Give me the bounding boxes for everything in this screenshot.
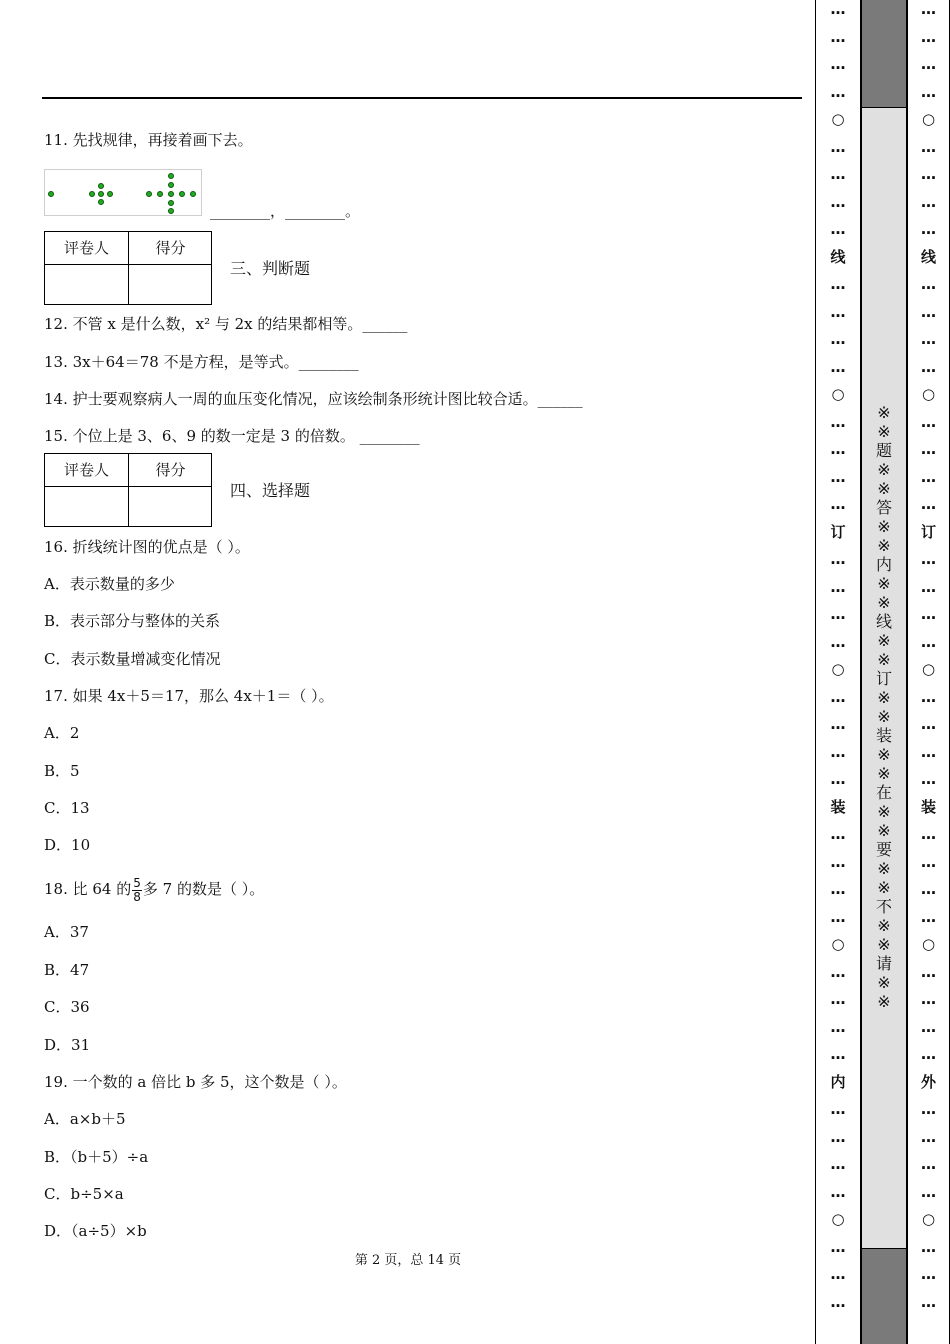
- warning-char: ※: [877, 878, 891, 897]
- warning-char: ※: [877, 764, 891, 783]
- binding-mark: …: [921, 1045, 936, 1063]
- binding-mark: ○: [921, 110, 936, 128]
- warning-char: ※: [877, 821, 891, 840]
- binding-mark: …: [830, 1155, 846, 1173]
- fraction-denominator: 8: [133, 889, 141, 904]
- binding-mark: ○: [921, 385, 936, 403]
- grader-header: 评卷人: [63, 461, 109, 479]
- question-17: 17. 如果 4x＋5＝17，那么 4x＋1＝（ ）。: [44, 687, 334, 705]
- option-17-c[interactable]: C．13: [44, 799, 90, 817]
- option-18-b[interactable]: B．47: [44, 961, 90, 979]
- binding-mark: …: [830, 880, 846, 898]
- binding-mark: …: [830, 220, 846, 238]
- warning-char: 装: [875, 726, 892, 745]
- binding-mark: …: [830, 825, 846, 843]
- warning-char: ※: [877, 688, 891, 707]
- pattern-dot: [168, 173, 174, 179]
- warning-char: ※: [877, 916, 891, 935]
- binding-mark: …: [830, 27, 846, 46]
- binding-mark: …: [921, 220, 936, 238]
- binding-strip-right: [907, 0, 950, 1344]
- option-17-d[interactable]: D．10: [44, 836, 91, 854]
- binding-mark: …: [921, 137, 936, 156]
- binding-mark: …: [921, 55, 936, 73]
- binding-mark: …: [830, 715, 846, 733]
- warning-char: ※: [877, 422, 891, 441]
- question-16: 16. 折线统计图的优点是（ ）。: [44, 538, 250, 556]
- binding-mark: …: [921, 715, 936, 733]
- binding-mark: …: [830, 1045, 846, 1063]
- binding-mark: …: [921, 742, 936, 761]
- warning-char: ※: [877, 802, 891, 821]
- binding-mark: …: [830, 1182, 846, 1201]
- binding-mark: …: [921, 550, 936, 568]
- pattern-dot: [89, 191, 95, 197]
- binding-mark: …: [830, 577, 846, 596]
- warning-char: ※: [877, 859, 891, 878]
- binding-mark: …: [921, 275, 936, 293]
- binding-mark: …: [921, 1017, 936, 1036]
- binding-mark: …: [921, 440, 936, 458]
- option-18-d[interactable]: D．31: [44, 1036, 91, 1054]
- binding-mark: 外: [920, 1072, 936, 1091]
- binding-mark: …: [921, 467, 936, 486]
- option-19-a[interactable]: A．a×b＋5: [44, 1110, 126, 1128]
- binding-mark: …: [921, 1292, 936, 1311]
- binding-mark: …: [830, 192, 846, 211]
- binding-mark: …: [830, 440, 846, 458]
- binding-block-top: [862, 0, 906, 108]
- question-18-prefix: 18. 比 64 的: [44, 880, 132, 898]
- warning-char: ※: [877, 536, 891, 555]
- binding-mark: …: [830, 165, 846, 183]
- question-15: 15. 个位上是 3、6、9 的数一定是 3 的倍数。 ________: [44, 427, 420, 445]
- warning-char: ※: [877, 992, 891, 1011]
- binding-mark: 线: [920, 247, 936, 266]
- binding-mark: …: [921, 605, 936, 623]
- score-header: 得分: [155, 239, 186, 257]
- binding-mark: …: [830, 1100, 846, 1118]
- binding-gray-column: [861, 0, 907, 1344]
- binding-mark: ○: [831, 935, 845, 953]
- binding-mark: …: [830, 1017, 846, 1036]
- binding-block-bottom: [862, 1248, 906, 1344]
- binding-mark: …: [830, 907, 846, 926]
- question-11: 11. 先找规律，再接着画下去。: [44, 131, 253, 149]
- binding-mark: …: [830, 605, 846, 623]
- option-18-c[interactable]: C．36: [44, 998, 90, 1016]
- pattern-dot: [168, 191, 174, 197]
- binding-mark: …: [921, 412, 936, 431]
- binding-mark: …: [921, 962, 936, 981]
- binding-mark: …: [830, 412, 846, 431]
- pattern-figure: [44, 169, 202, 216]
- warning-char: 不: [875, 897, 892, 916]
- warning-char: ※: [877, 631, 891, 650]
- question-18-suffix: 多 7 的数是（ ）。: [142, 880, 265, 898]
- option-16-c[interactable]: C．表示数量增减变化情况: [44, 650, 221, 668]
- binding-mark: …: [921, 192, 936, 211]
- option-18-a[interactable]: A．37: [44, 923, 89, 941]
- pattern-dot: [190, 191, 196, 197]
- warning-char: ※: [877, 973, 891, 992]
- warning-char: ※: [877, 403, 891, 422]
- pattern-dot: [179, 191, 185, 197]
- binding-mark: …: [921, 577, 936, 596]
- binding-mark: …: [830, 330, 846, 348]
- binding-mark: …: [830, 82, 846, 101]
- binding-mark: 线: [830, 247, 846, 266]
- binding-mark: …: [921, 0, 936, 18]
- binding-mark: …: [921, 165, 936, 183]
- warning-char: 订: [875, 669, 892, 688]
- binding-mark: ○: [831, 1210, 845, 1228]
- binding-mark: …: [830, 687, 846, 706]
- warning-char: ※: [877, 593, 891, 612]
- binding-mark: …: [921, 82, 936, 101]
- option-17-b[interactable]: B．5: [44, 762, 80, 780]
- binding-mark: …: [921, 357, 936, 376]
- warning-char: ※: [877, 517, 891, 536]
- binding-mark: 订: [830, 522, 846, 541]
- binding-mark: …: [830, 550, 846, 568]
- warning-char: 线: [875, 612, 892, 631]
- fraction: [132, 877, 142, 904]
- binding-mark: …: [921, 1237, 936, 1256]
- table-divider: [128, 232, 129, 304]
- binding-mark: 订: [920, 522, 936, 541]
- warning-char: ※: [877, 574, 891, 593]
- page-footer: 第 2 页，总 14 页: [354, 1253, 462, 1268]
- binding-column-left: [816, 0, 860, 1316]
- option-19-d[interactable]: D．（a÷5）×b: [44, 1222, 147, 1240]
- warning-char: ※: [877, 935, 891, 954]
- binding-mark: ○: [921, 1210, 936, 1228]
- warning-char: 答: [875, 498, 892, 517]
- option-17-a[interactable]: A．2: [44, 724, 80, 742]
- option-16-a[interactable]: A．表示数量的多少: [44, 575, 175, 593]
- binding-mark: …: [830, 55, 846, 73]
- binding-mark: …: [921, 880, 936, 898]
- binding-mark: …: [921, 907, 936, 926]
- option-19-c[interactable]: C．b÷5×a: [44, 1185, 124, 1203]
- warning-char: 要: [875, 840, 892, 859]
- binding-mark: …: [921, 302, 936, 321]
- binding-mark: …: [830, 1265, 846, 1283]
- binding-mark: …: [830, 990, 846, 1008]
- binding-column-right: [908, 0, 949, 1316]
- binding-mark: ○: [831, 385, 845, 403]
- warning-char: ※: [877, 460, 891, 479]
- binding-mark: ○: [921, 660, 936, 678]
- binding-mark: …: [921, 852, 936, 871]
- binding-mark: …: [830, 742, 846, 761]
- warning-char: 请: [875, 954, 892, 973]
- warning-char: 题: [875, 441, 892, 460]
- binding-mark: …: [830, 852, 846, 871]
- warning-char: 内: [875, 555, 892, 574]
- binding-strip-left: [815, 0, 861, 1344]
- header-rule: [42, 97, 802, 99]
- pattern-dot: [98, 191, 104, 197]
- warning-char: ※: [877, 650, 891, 669]
- binding-mark: …: [921, 1155, 936, 1173]
- binding-mark: ○: [921, 935, 936, 953]
- pattern-dot: [48, 191, 54, 197]
- binding-mark: …: [830, 1237, 846, 1256]
- binding-mark: …: [921, 1127, 936, 1146]
- binding-mark: …: [921, 687, 936, 706]
- section-4-title: 四、选择题: [230, 481, 311, 500]
- binding-mark: …: [921, 1182, 936, 1201]
- warning-char: ※: [877, 707, 891, 726]
- binding-mark: …: [830, 275, 846, 293]
- pattern-dot: [168, 208, 174, 214]
- section-3-title: 三、判断题: [230, 259, 311, 278]
- binding-mark: …: [921, 27, 936, 46]
- binding-mark: …: [921, 1100, 936, 1118]
- binding-mark: …: [921, 770, 936, 788]
- binding-mark: 内: [830, 1072, 846, 1091]
- option-19-b[interactable]: B．（b＋5）÷a: [44, 1148, 149, 1166]
- binding-mark: …: [921, 990, 936, 1008]
- binding-mark: …: [830, 137, 846, 156]
- binding-mark: …: [830, 770, 846, 788]
- pattern-dot: [157, 191, 163, 197]
- binding-mark: …: [921, 1265, 936, 1283]
- binding-warning: [862, 403, 906, 1011]
- score-header: 得分: [155, 461, 186, 479]
- pattern-dot: [98, 199, 104, 205]
- binding-mark: …: [830, 1292, 846, 1311]
- pattern-dot: [168, 200, 174, 206]
- binding-mark: ○: [831, 110, 845, 128]
- binding-margin: [815, 0, 950, 1344]
- binding-mark: 装: [830, 797, 846, 816]
- pattern-dot: [146, 191, 152, 197]
- binding-mark: …: [921, 825, 936, 843]
- binding-mark: …: [830, 357, 846, 376]
- binding-mark: 装: [920, 797, 936, 816]
- warning-char: 在: [875, 783, 892, 802]
- grader-header: 评卷人: [63, 239, 109, 257]
- question-13: 13. 3x＋64＝78 不是方程，是等式。________: [44, 353, 359, 371]
- binding-mark: ○: [831, 660, 845, 678]
- score-table: [44, 231, 212, 305]
- pattern-dot: [98, 183, 104, 189]
- binding-mark: …: [830, 495, 846, 513]
- question-14: 14. 护士要观察病人一周的血压变化情况，应该绘制条形统计图比较合适。______: [44, 390, 583, 408]
- binding-mark: …: [830, 632, 846, 651]
- pattern-dot: [168, 182, 174, 188]
- binding-mark: …: [830, 467, 846, 486]
- binding-mark: …: [921, 632, 936, 651]
- question-12: 12. 不管 x 是什么数，x² 与 2x 的结果都相等。______: [44, 315, 408, 333]
- fraction-numerator: 5: [133, 875, 141, 890]
- binding-mark: …: [830, 0, 846, 18]
- table-divider: [128, 454, 129, 526]
- question-11-blanks[interactable]: ________，________。: [210, 202, 361, 220]
- binding-mark: …: [921, 495, 936, 513]
- pattern-dot: [107, 191, 113, 197]
- question-18: [44, 872, 264, 906]
- question-19: 19. 一个数的 a 倍比 b 多 5，这个数是（ ）。: [44, 1073, 347, 1091]
- binding-mark: …: [921, 330, 936, 348]
- score-table: [44, 453, 212, 527]
- binding-mark: …: [830, 302, 846, 321]
- binding-mark: …: [830, 962, 846, 981]
- binding-mark: …: [830, 1127, 846, 1146]
- warning-char: ※: [877, 479, 891, 498]
- option-16-b[interactable]: B．表示部分与整体的关系: [44, 612, 221, 630]
- warning-char: ※: [877, 745, 891, 764]
